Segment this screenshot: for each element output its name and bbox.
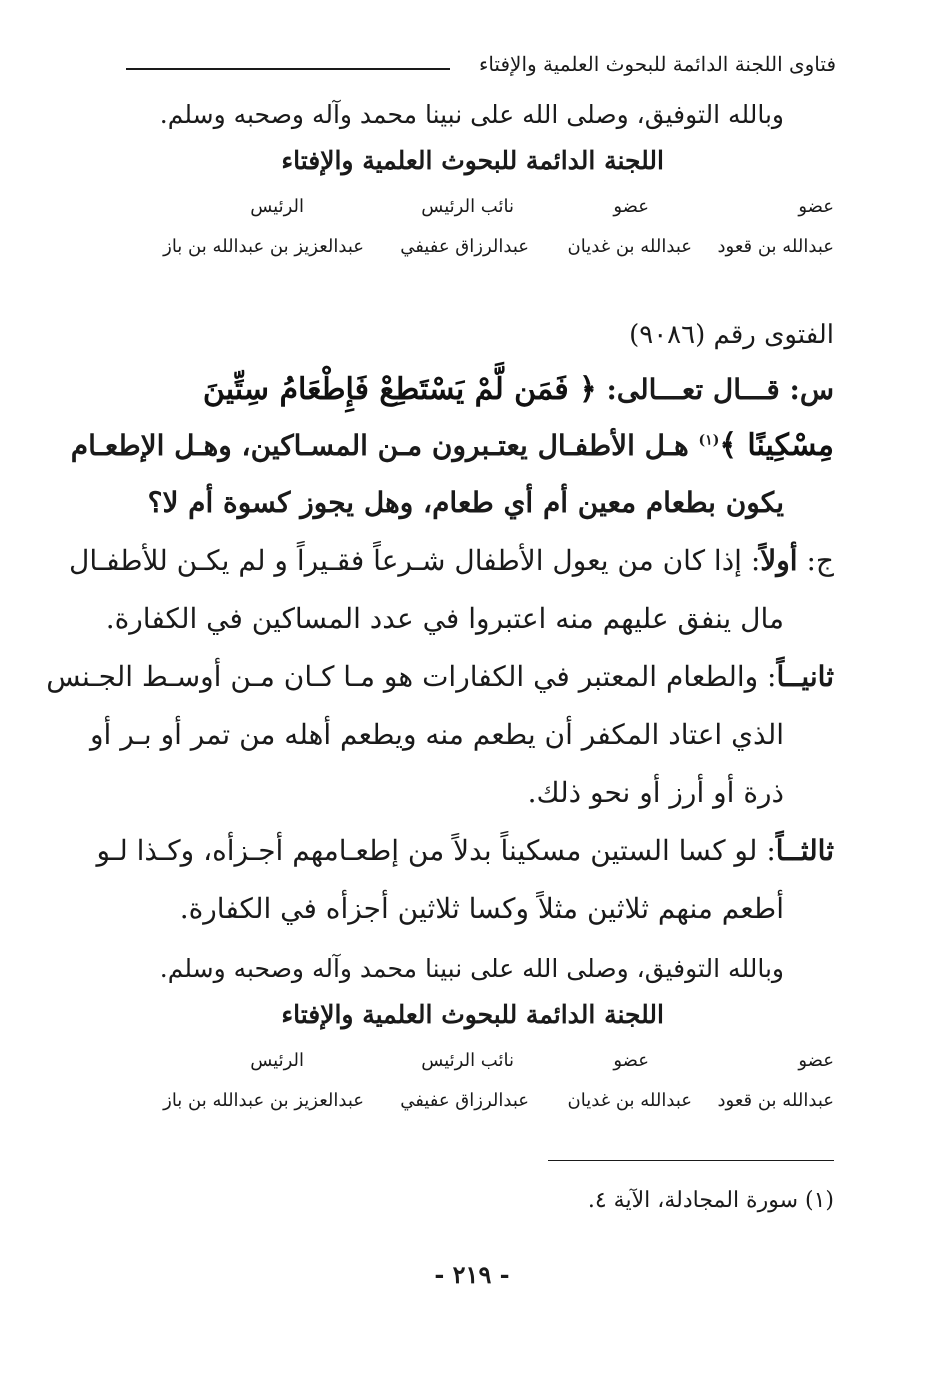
closing-formula: وبالله التوفيق، وصلى الله على نبينا محمد وآله وصحبه وسلم.: [159, 100, 784, 129]
answer-third-line-1: [97, 834, 834, 867]
answer-first-line-1: [69, 544, 834, 577]
answer-second-line-1: [46, 660, 834, 693]
signatory-name: عبدالرزاق عفيفي: [400, 236, 529, 257]
page-number: - ٢١٩ -: [434, 1260, 510, 1289]
signatory-title: عضو: [613, 196, 649, 217]
signatory-name: عبدالله بن قعود: [717, 1090, 834, 1111]
signatory-titles-row: [158, 1050, 834, 1090]
signatory-title: عضو: [798, 196, 834, 217]
signatory-title: نائب الرئيس: [421, 1050, 514, 1071]
signatory-name: عبدالعزيز بن عبدالله بن باز: [163, 236, 364, 257]
signatories-block: [158, 1050, 834, 1130]
signatory-name: عبدالله بن غديان: [567, 236, 692, 257]
answer-text: : إذا كان من يعول الأطفال شـرعاً فقـيراً و لم يكـن للأطفـال: [69, 544, 761, 577]
fatwa-number: الفتوى رقم (٩٠٨٦): [629, 320, 834, 350]
signatory-names-row: [158, 1090, 834, 1130]
header-rule: [126, 68, 450, 70]
answer-second-line-2: الذي اعتاد المكفر أن يطعم منه ويطعم أهله من تمر أو بـر أو: [90, 718, 784, 751]
answer-second-line-3: ذرة أو أرز أو نحو ذلك.: [527, 776, 784, 809]
signatory-title: عضو: [798, 1050, 834, 1071]
quran-verse: ﴿ فَمَن لَّمْ يَسْتَطِعْ فَإِطْعَامُ سِتِّينَ: [202, 372, 597, 407]
question-prefix: س: قـــال تعـــالى:: [596, 373, 834, 406]
question-line-3: يكون بطعام معين أم أي طعام، وهل يجوز كسوة أم لا؟: [147, 486, 784, 519]
signatory-name: عبدالرزاق عفيفي: [400, 1090, 529, 1111]
closing-formula: وبالله التوفيق، وصلى الله على نبينا محمد وآله وصحبه وسلم.: [159, 954, 784, 983]
signatory-titles-row: [158, 196, 834, 236]
answer-first-line-2: مال ينفق عليهم منه اعتبروا في عدد المساكين في الكفارة.: [105, 602, 784, 635]
answer-third-label: ثالثــاً: [775, 834, 834, 867]
signatory-name: عبدالله بن قعود: [717, 236, 834, 257]
running-header: فتاوى اللجنة الدائمة للبحوث العلمية والإفتاء: [478, 52, 836, 76]
quran-verse-end: مِسْكِينًا ﴾: [719, 428, 834, 463]
signatory-name: عبدالله بن غديان: [567, 1090, 692, 1111]
answer-third-line-2: أطعم منهم ثلاثين مثلاً وكسا ثلاثين أجزأه في الكفارة.: [179, 892, 784, 925]
question-text: هـل الأطفـال يعتـبرون مـن المسـاكين، وهـل الإطعـام: [70, 429, 699, 462]
committee-name: اللجنة الدائمة للبحوث العلمية والإفتاء: [281, 1000, 664, 1029]
footnote-marker: (١): [698, 432, 720, 449]
answer-text: : والطعام المعتبر في الكفارات هو مـا كـان مـن أوسـط الجـنس: [46, 660, 777, 693]
signatory-title: نائب الرئيس: [421, 196, 514, 217]
footnote-rule: [548, 1160, 834, 1161]
footnote: (١) سورة المجادلة، الآية ٤.: [587, 1188, 834, 1213]
answer-text: : لو كسا الستين مسكيناً بدلاً من إطعـامهم أجـزأه، وكـذا لـو: [96, 834, 776, 867]
answer-prefix: ج:: [797, 544, 834, 577]
answer-second-label: ثانيــاً: [776, 660, 834, 693]
signatory-name: عبدالعزيز بن عبدالله بن باز: [163, 1090, 364, 1111]
signatory-names-row: [158, 236, 834, 276]
signatory-title: عضو: [613, 1050, 649, 1071]
question-line-2: [71, 428, 834, 463]
signatory-title: الرئيس: [250, 1050, 304, 1071]
answer-first-label: أولاً: [760, 544, 798, 577]
signatories-block: [158, 196, 834, 276]
question-line-1: [203, 372, 834, 407]
committee-name: اللجنة الدائمة للبحوث العلمية والإفتاء: [281, 146, 664, 175]
signatory-title: الرئيس: [250, 196, 304, 217]
